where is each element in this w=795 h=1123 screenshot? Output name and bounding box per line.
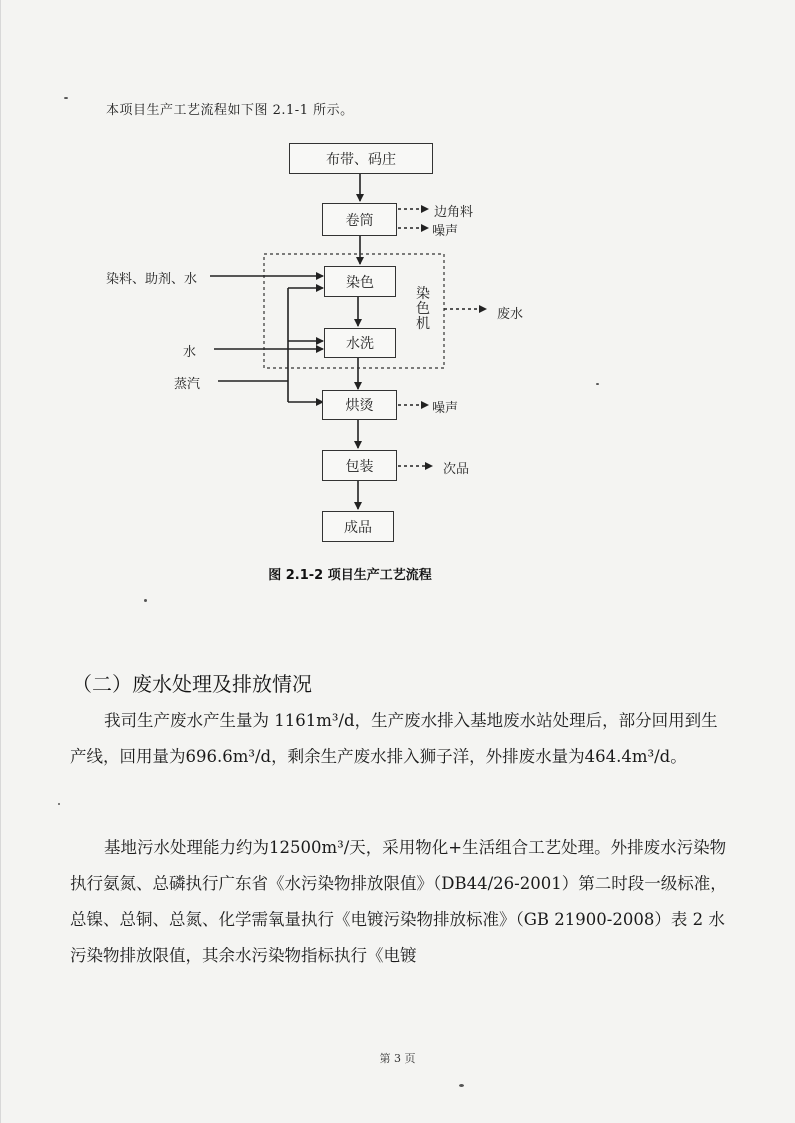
output-defects: 次品 (443, 462, 470, 477)
paragraph-wastewater-volume (70, 703, 730, 775)
scan-speck (58, 803, 60, 805)
machine-label-char: 染 (416, 286, 430, 302)
figure-caption: 图 2.1-2 项目生产工艺流程 (268, 568, 432, 583)
paragraph-text: 基地污水处理能力约为12500m³/天，采用物化+生活组合工艺处理。外排废水污染物执行氨氮、总磷执行广东省《水污染物排放限值》（DB44/26-2001）第二时段一级标准，总镍、总铜、总氮、化学需氧量执行《电镀污染物排放标准》（GB 21900-2008）表 2 水污染物排放限值，其余水污染物指标执行《电镀 (70, 838, 727, 965)
section-title: （二）废水处理及排放情况 (72, 672, 312, 696)
input-steam: 蒸汽 (174, 377, 201, 392)
output-noise-iron: 噪声 (432, 401, 459, 416)
step-finished-product: 成品 (322, 511, 394, 542)
output-wastewater: 废水 (497, 307, 524, 322)
intro-text: 本项目生产工艺流程如下图 2.1-1 所示。 (106, 103, 354, 118)
step-rolling: 卷筒 (322, 203, 397, 236)
step-packing: 包装 (322, 450, 397, 481)
input-water: 水 (183, 345, 197, 360)
output-scraps: 边角料 (434, 205, 474, 220)
input-dye-materials: 染料、助剂、水 (106, 272, 198, 287)
output-noise-roll: 噪声 (432, 224, 459, 239)
page-number: 第 3 页 (379, 1052, 416, 1065)
machine-label-char: 机 (416, 316, 430, 332)
scan-speck (459, 1084, 464, 1087)
paragraph-text: 我司生产废水产生量为 1161m³/d，生产废水排入基地废水站处理后，部分回用到生产线，回用量为696.6m³/d，剩余生产废水排入狮子洋，外排废水量为464.4m³/d。 (70, 711, 718, 766)
machine-label-char: 色 (416, 301, 430, 317)
scan-speck (596, 383, 599, 385)
step-washing: 水洗 (324, 328, 396, 358)
step-dyeing: 染色 (324, 266, 396, 297)
paragraph-treatment-standards (70, 830, 730, 974)
step-bundling: 布带、码庄 (289, 143, 433, 174)
step-ironing: 烘烫 (322, 390, 397, 420)
dyeing-machine-label (415, 287, 431, 332)
scan-speck (64, 97, 68, 99)
scan-speck (144, 599, 147, 602)
